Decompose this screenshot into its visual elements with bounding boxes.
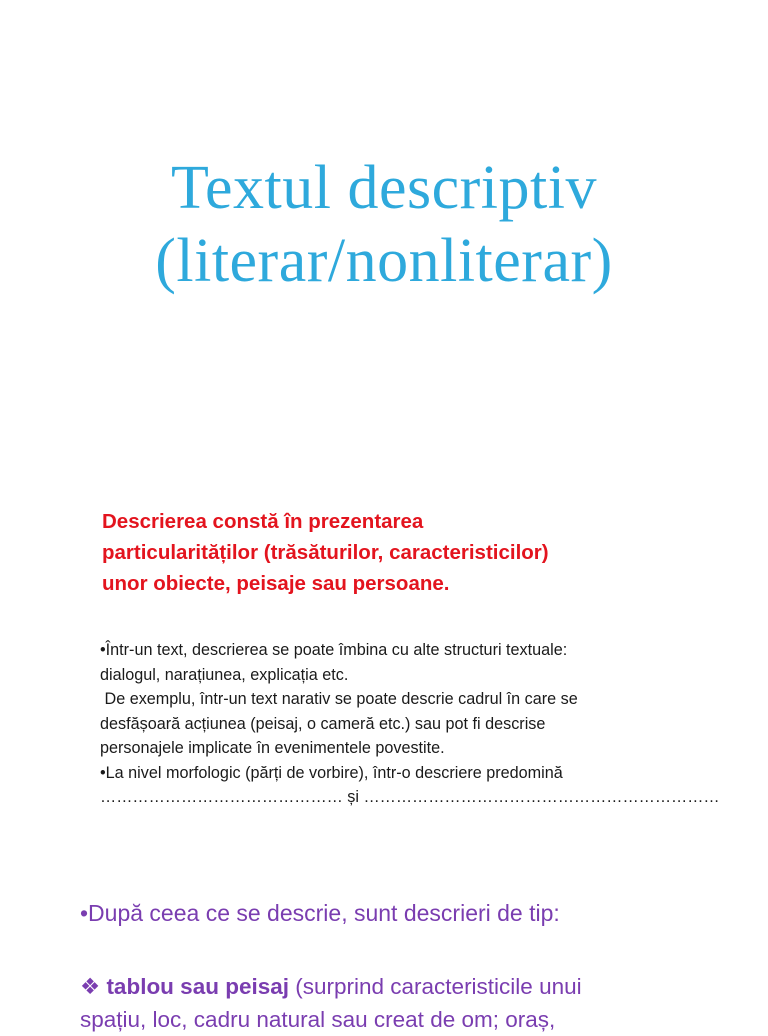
- notes-block: [100, 638, 720, 810]
- type-item-description-continued: spațiu, loc, cadru natural sau creat de om; oraș,: [80, 1007, 556, 1032]
- fill-in-blank-line: ……………………………………… și …………………………………………………………: [100, 788, 720, 806]
- definition-line: unor obiecte, peisaje sau persoane.: [102, 572, 450, 595]
- notes-line: personajele implicate în evenimentele povestite.: [100, 739, 445, 757]
- definition-block: [102, 506, 722, 599]
- diamond-bullet-icon: ❖: [80, 974, 101, 999]
- type-item-description: (surprind caracteristicile unui: [289, 974, 582, 999]
- types-heading: •După ceea ce se descrie, sunt descrieri de tip:: [80, 900, 560, 926]
- title-line-2: (literar/nonliterar): [155, 227, 613, 295]
- notes-line: •Într-un text, descrierea se poate îmbina cu alte structuri textuale:: [100, 641, 568, 659]
- notes-line: •La nivel morfologic (părți de vorbire), într-o descriere predomină: [100, 763, 563, 782]
- definition-line: particularităților (trăsăturilor, caracteristicilor): [102, 541, 549, 564]
- type-item-tablou: [80, 970, 740, 1036]
- notes-line: De exemplu, într-un text narativ se poate descrie cadrul în care se: [100, 690, 578, 708]
- definition-line: Descrierea constă în prezentarea: [102, 510, 424, 533]
- notes-line: dialogul, narațiunea, explicația etc.: [100, 665, 349, 684]
- title-line-1: Textul descriptiv: [170, 154, 597, 222]
- type-item-label: tablou sau peisaj: [106, 974, 289, 999]
- notes-line: desfășoară acțiunea (peisaj, o cameră etc.) sau pot fi descrise: [100, 714, 546, 733]
